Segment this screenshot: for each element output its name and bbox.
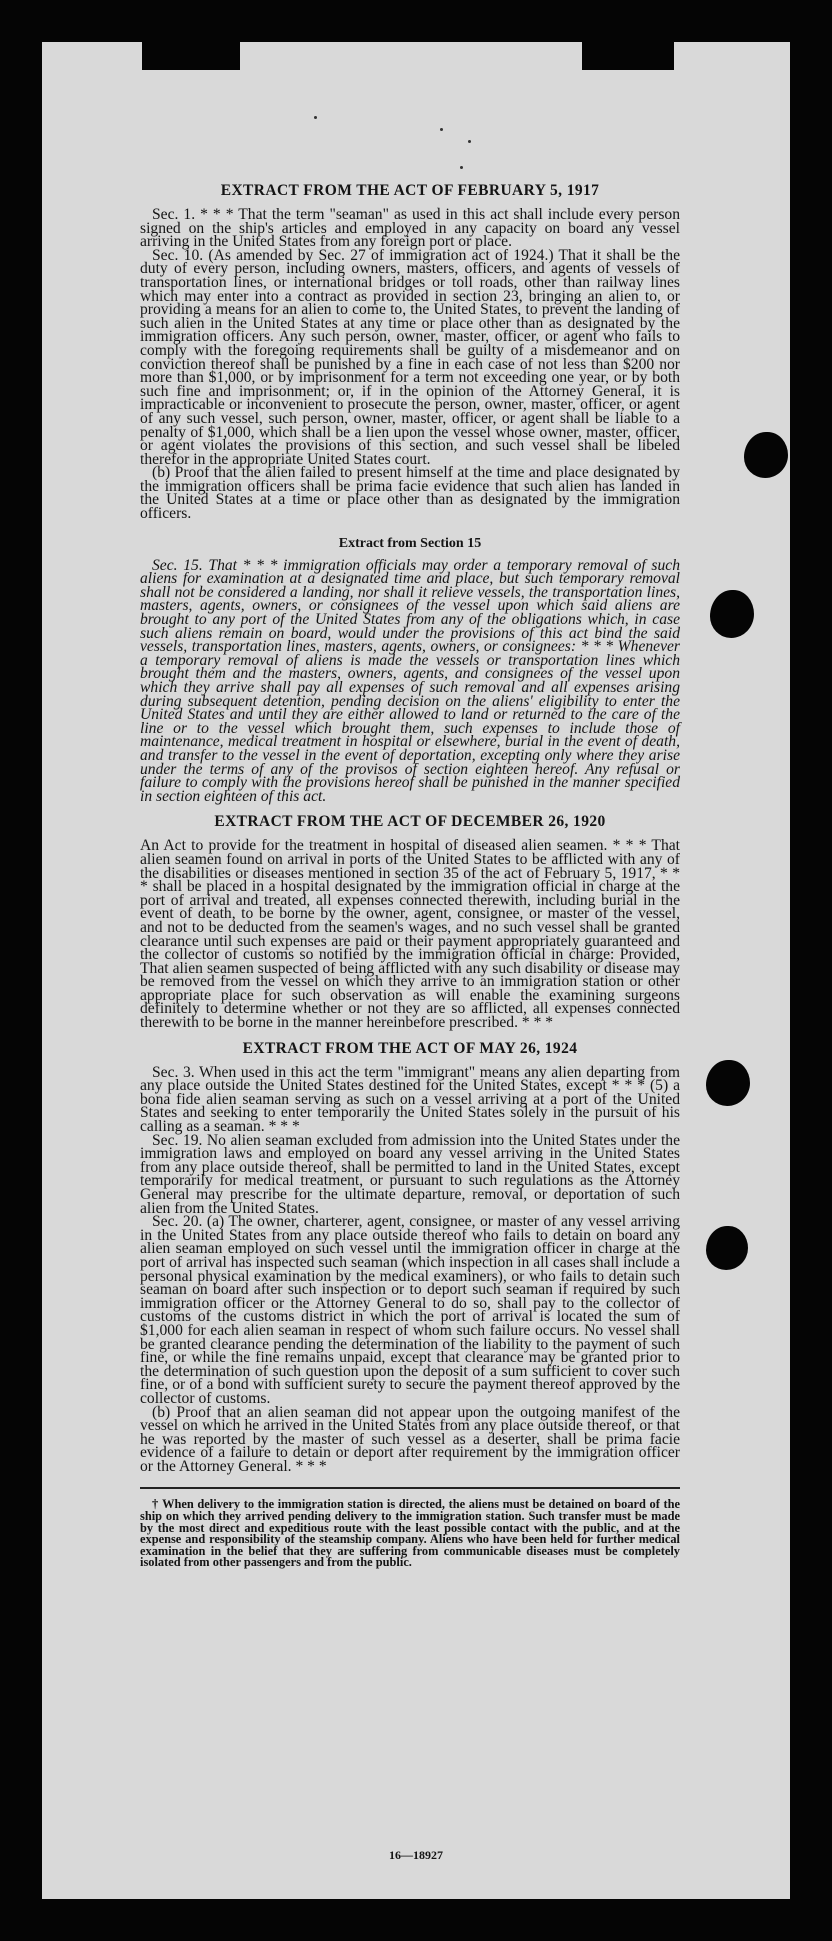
heading-act-1917: EXTRACT FROM THE ACT OF FEBRUARY 5, 1917 (220, 182, 600, 199)
punch-hole-3 (706, 1060, 750, 1106)
paragraph-sec-10b: (b) Proof that the alien failed to present himself at the time and place designated by the immigration officers shall be prima facie evidence that such alien has landed in the United States at a time or place other than as designated by the immigration officers. (140, 464, 680, 523)
footnote: † When delivery to the immigration station is directed, the aliens must be detained on board of the ship on which they arrived pending delivery to the immigration station. Such transfer must be made by the most direct and expeditious route with the least possible contact with the public, and at the expense and responsibility of the steamship company. Aliens who have been held for further medical examination in the belief that they are suffering from communicable diseases must be completely isolated from other passengers and from the public. (140, 1497, 680, 1570)
speck (440, 128, 443, 131)
punch-hole-4 (706, 1226, 748, 1270)
paragraph-sec-20: Sec. 20. (a) The owner, charterer, agent, consignee, or master of any vessel arriving in the United States from any place outside thereof who fails to detain on board any alien seaman employed on such vessel until the immigration officer in charge at the port of arrival has inspected such seaman (which inspection in all cases shall include a personal physical examination by the medical examiners), or who fails to detain such seaman on board after such inspection or to deport such seaman if required by such immigration officer or the Attorney General to do so, shall pay to the collector of customs of the customs district in which the port of arrival is located the sum of $1,000 for each alien seaman in respect of whom such failure occurs. No vessel shall be granted clearance pending the determination of the liability to the payment of such fine, or while the fine remains unpaid, except that clearance may be granted prior to the determination of such question upon the deposit of a sum sufficient to cover such fine, or of a bond with sufficient surety to secure the payment thereof approved by the collector of customs. (140, 1213, 680, 1407)
section-15-block (140, 556, 680, 805)
paragraph-sec-20b: (b) Proof that an alien seaman did not appear upon the outgoing manifest of the vessel on which he arrived in the United States from any place outside thereof, or that he was reported by the master of such vessel as a deserter, shall be prima facie evidence of a failure to detain or deport after requirement by the immigration officer or the Attorney General. * * * (140, 1403, 680, 1475)
heading-act-1924: EXTRACT FROM THE ACT OF MAY 26, 1924 (242, 1039, 578, 1057)
paragraph-sec-19: Sec. 19. No alien seaman excluded from admission into the United States under the immigration laws and employed on board any vessel arriving in the United States from any place outside thereof, shall be permitted to land in the United States, except temporarily for medical treatment, or pursuant to such regulations as the Attorney General may prescribe for the ultimate departure, removal, or deportation of such alien from the United States. (140, 1131, 680, 1217)
paragraph-sec-3: Sec. 3. When used in this act the term "immigrant" means any alien departing from any place outside the United States destined for the United States, except * * * (5) a bona fide alien seaman serving as such on a vessel arriving at a port of the United States and seeking to enter temporarily the United States solely in the pursuit of his calling as a seaman. * * * (140, 1063, 680, 1136)
speck (460, 166, 463, 169)
document-body (140, 182, 680, 1569)
speck (314, 116, 317, 119)
binder-tab-left (142, 40, 240, 70)
heading-act-1920: EXTRACT FROM THE ACT OF DECEMBER 26, 1920 (214, 813, 606, 831)
paragraph-sec-1: Sec. 1. * * * That the term "seaman" as used in this act shall include every person signed on the ship's articles and employed in any capacity on board any vessel arriving in the United States from any foreign port or place. (140, 206, 680, 251)
paragraph-act-1920: An Act to provide for the treatment in hospital of diseased alien seamen. * * * That alien seamen found on arrival in ports of the United States to be afflicted with any of the disabilities or diseases mentioned in section 35 of the act of February 5, 1917, * * * shall be placed in a hospital designated by the immigration official in charge at the port of arrival and treated, all expenses connected therewith, including burial in the event of death, to be borne by the owner, agent, consignee, or master of the vessel, and not to be deducted from the seamen's wages, and no such vessel shall be granted clearance until such expenses are paid or their payment appropriately guaranteed and the collector of customs so notified by the immigration official in charge: Provided, That alien seamen suspected of being afflicted with any such disability or disease may be removed from the vessel on which they arrive to an immigration station or other appropriate place for such observation as will enable the examining surgeons definitely to determine whether or not they are so afflicted, all expenses connected therewith to be borne in the manner hereinbefore prescribed. * * * (140, 837, 680, 1032)
footnote-divider (140, 1487, 680, 1489)
heading-section-15: Extract from Section 15 (338, 535, 482, 551)
form-number: 16—18927 (389, 1848, 443, 1862)
punch-hole-1 (744, 432, 788, 478)
binder-tab-right (582, 40, 674, 70)
document-page (42, 42, 790, 1899)
speck (468, 140, 471, 143)
paragraph-sec-10: Sec. 10. (As amended by Sec. 27 of immigration act of 1924.) That it shall be the duty of every person, including owners, masters, officers, and agents of vessels of transportation lines, or international bridges or toll roads, other than railway lines which may enter into a contract as provided in section 23, bringing an alien to, or providing a means for an alien to come to, the United States, to prevent the landing of such alien in the United States at any time or place other than as designated by the immigration officers. Any such person, owner, master, officer, or agent who fails to comply with the foregoing requirements shall be guilty of a misdemeanor and on conviction thereof shall be punished by a fine in each case of not less than $200 nor more than $1,000, or by imprisonment for a term not exceeding one year, or by both such fine and imprisonment; or, if in the opinion of the Attorney General, it is impracticable or inconvenient to prosecute the person, owner, master, officer, or agent of any such vessel, such person, owner, master, officer, or agent shall be liable to a penalty of $1,000, which shall be a lien upon the vessel whose owner, master, officer, or agent violates the provisions of this section, and such vessel shall be libeled therefor in the appropriate United States court. (140, 246, 680, 468)
paragraph-sec-15: Sec. 15. That * * * immigration officials may order a temporary removal of such aliens for examination at a designated time and place, but such temporary removal shall not be considered a landing, nor shall it relieve vessels, the transportation lines, masters, agents, owners, or consignees of the vessel upon which said aliens are brought to any port of the United States from any of the obligations which, in case such aliens remain on board, would under the provisions of this act bind the said vessels, transportation lines, masters, agents, owners, or consignees: * * * Whenever a temporary removal of aliens is made the vessels or transportation lines which brought them and the masters, owners, agents, and consignees of the vessel upon which they arrive shall pay all expenses of such removal and all expenses arising during subsequent detention, pending decision on the aliens' eligibility to enter the United States and until they are either allowed to land or returned to the care of the line or to the vessel which brought them, such expenses to include those of maintenance, medical treatment in hospital or elsewhere, burial in the event of death, and transfer to the vessel in the event of deportation, excepting only where they arise under the terms of any of the provisos of section eighteen hereof. Any refusal or failure to comply with the provisions hereof shall be punished in the manner specified in section eighteen of this act. (140, 556, 680, 805)
punch-hole-2 (710, 590, 754, 638)
